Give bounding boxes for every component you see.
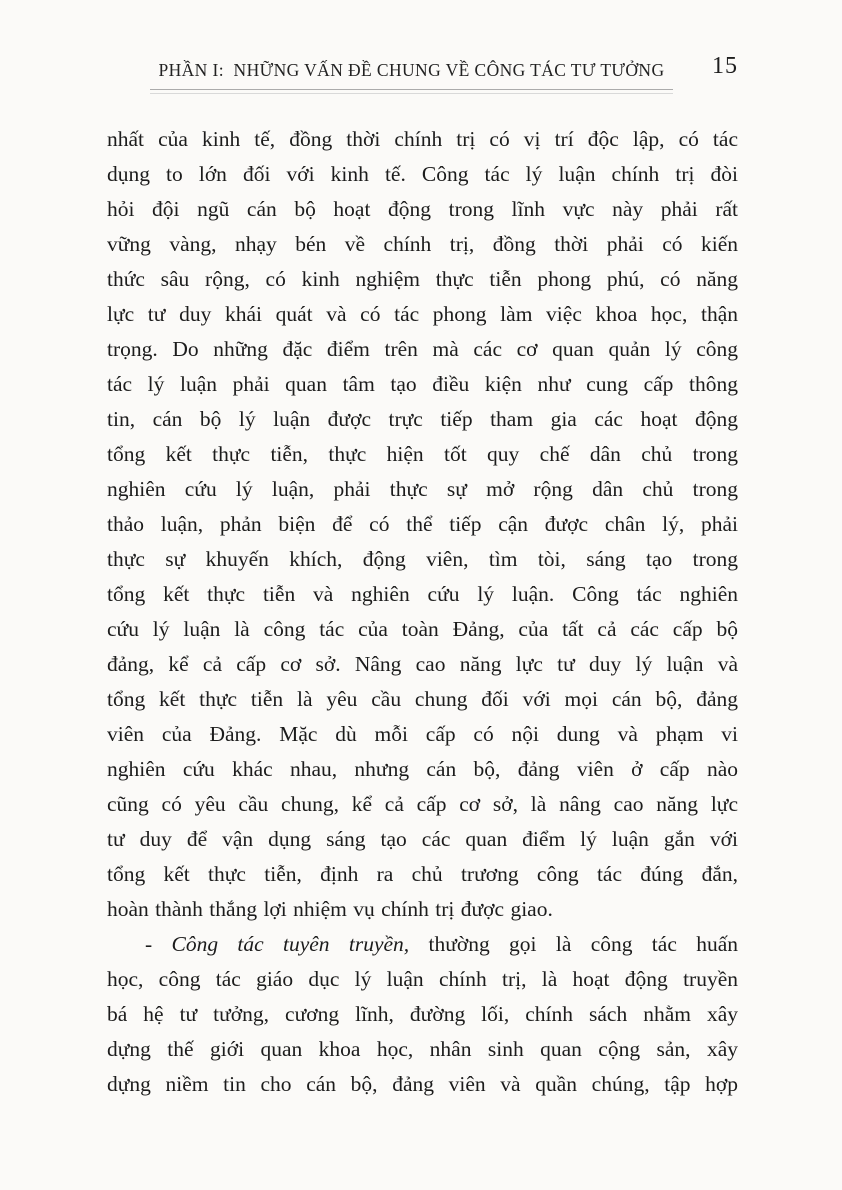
text-segment: thực sự khuyến khích, động viên, tìm tòi, sáng tạo trong (107, 547, 738, 571)
text-line (107, 612, 738, 647)
text-segment: tổng kết thực tiễn là yêu cầu chung đối với mọi cán bộ, đảng (107, 687, 738, 711)
text-line (107, 787, 738, 822)
text-segment: tổng kết thực tiễn và nghiên cứu lý luận. Công tác nghiên (107, 582, 738, 606)
text-segment: nhất của kinh tế, đồng thời chính trị có vị trí độc lập, có tác (107, 127, 738, 151)
text-line (107, 647, 738, 682)
text-segment: cứu lý luận là công tác của toàn Đảng, của tất cả các cấp bộ (107, 617, 738, 641)
text-line (107, 542, 738, 577)
text-line (107, 997, 738, 1032)
text-segment: - (145, 932, 172, 956)
header-rule (150, 89, 673, 94)
text-segment: hỏi đội ngũ cán bộ hoạt động trong lĩnh vực này phải rất (107, 197, 738, 221)
page-number: 15 (712, 53, 738, 79)
text-segment: tổng kết thực tiễn, định ra chủ trương công tác đúng đắn, (107, 862, 738, 886)
text-line (107, 297, 738, 332)
text-segment: nghiên cứu lý luận, phải thực sự mở rộng dân chủ trong (107, 477, 738, 501)
text-line (107, 192, 738, 227)
running-head-title: PHẦN I: NHỮNG VẤN ĐỀ CHUNG VỀ CÔNG TÁC TƯ TƯỞNG (158, 60, 665, 80)
text-line (107, 577, 738, 612)
text-line (107, 892, 738, 927)
text-segment: đảng, kể cả cấp cơ sở. Nâng cao năng lực tư duy lý luận và (107, 652, 738, 676)
text-line (107, 752, 738, 787)
text-line (107, 857, 738, 892)
italic-term: Công tác tuyên truyền, (171, 932, 410, 956)
text-line (107, 332, 738, 367)
text-segment: tác lý luận phải quan tâm tạo điều kiện như cung cấp thông (107, 372, 738, 396)
text-segment: thảo luận, phản biện để có thể tiếp cận được chân lý, phải (107, 512, 738, 536)
text-segment: tổng kết thực tiễn, thực hiện tốt quy chế dân chủ trong (107, 442, 738, 466)
text-segment: học, công tác giáo dục lý luận chính trị, là hoạt động truyền (107, 967, 738, 991)
text-line (107, 262, 738, 297)
text-line (107, 962, 738, 997)
page-header (107, 53, 738, 98)
text-segment: thường gọi là công tác huấn (409, 932, 738, 956)
text-segment: trọng. Do những đặc điểm trên mà các cơ quan quản lý công (107, 337, 738, 361)
text-segment: tin, cán bộ lý luận được trực tiếp tham gia các hoạt động (107, 407, 738, 431)
text-segment: tư duy để vận dụng sáng tạo các quan điểm lý luận gắn với (107, 827, 738, 851)
text-line (107, 507, 738, 542)
text-segment: hoàn thành thắng lợi nhiệm vụ chính trị được giao. (107, 897, 553, 921)
text-line (107, 122, 738, 157)
text-segment: dựng thế giới quan khoa học, nhân sinh quan cộng sản, xây (107, 1037, 738, 1061)
text-segment: viên của Đảng. Mặc dù mỗi cấp có nội dung và phạm vi (107, 722, 738, 746)
text-segment: dựng niềm tin cho cán bộ, đảng viên và quần chúng, tập hợp (107, 1072, 738, 1096)
text-line (107, 367, 738, 402)
text-line (107, 1067, 738, 1102)
text-line (107, 437, 738, 472)
text-line (107, 682, 738, 717)
text-segment: lực tư duy khái quát và có tác phong làm việc khoa học, thận (107, 302, 738, 326)
text-line (107, 157, 738, 192)
text-line (107, 927, 738, 962)
text-segment: dụng to lớn đối với kinh tế. Công tác lý luận chính trị đòi (107, 162, 738, 186)
text-line (107, 402, 738, 437)
text-segment: cũng có yêu cầu chung, kể cả cấp cơ sở, là nâng cao năng lực (107, 792, 738, 816)
text-segment: vững vàng, nhạy bén về chính trị, đồng thời phải có kiến (107, 232, 738, 256)
text-segment: thức sâu rộng, có kinh nghiệm thực tiễn phong phú, có năng (107, 267, 738, 291)
text-line (107, 227, 738, 262)
text-segment: nghiên cứu khác nhau, nhưng cán bộ, đảng viên ở cấp nào (107, 757, 738, 781)
text-segment: bá hệ tư tưởng, cương lĩnh, đường lối, chính sách nhằm xây (107, 1002, 738, 1026)
text-line (107, 472, 738, 507)
text-line (107, 717, 738, 752)
text-line (107, 822, 738, 857)
page-body (107, 122, 738, 1102)
text-line (107, 1032, 738, 1067)
